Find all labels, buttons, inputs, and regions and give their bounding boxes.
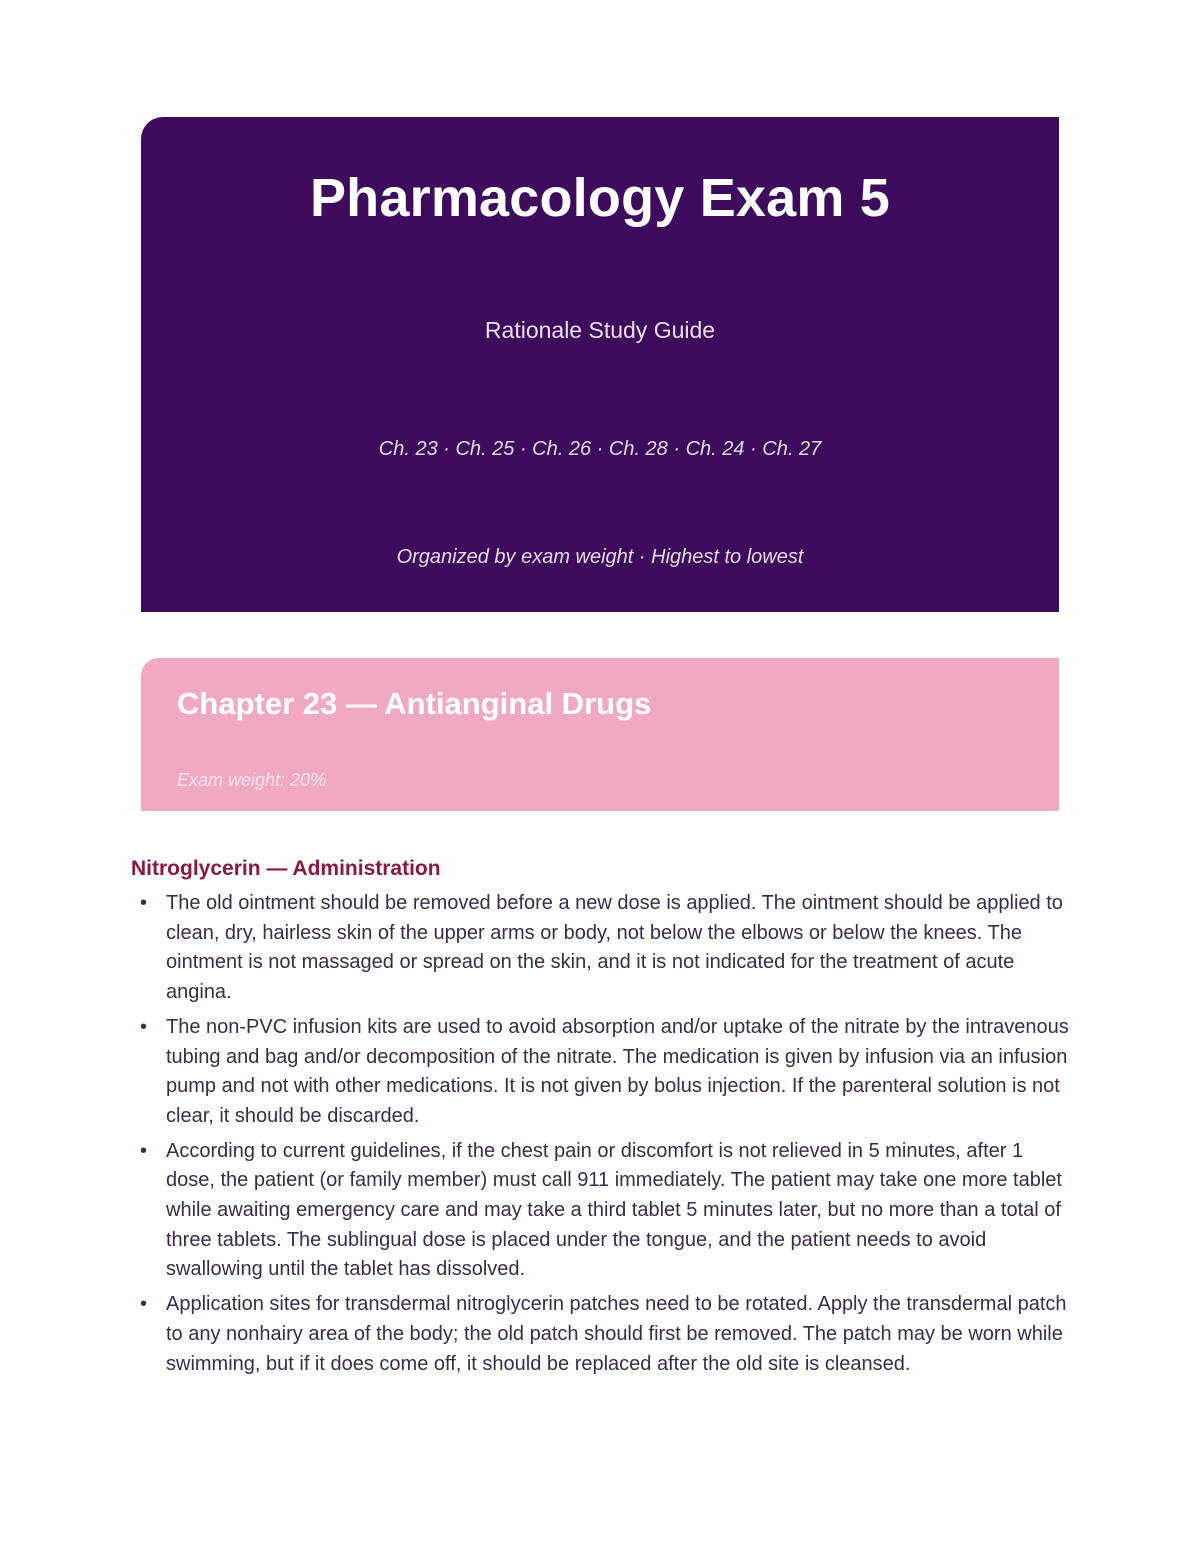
bullet-icon: • — [140, 1139, 148, 1162]
bullet-icon: • — [140, 1015, 148, 1038]
bullet-text: The old ointment should be removed before a new dose is applied. The ointment should be applied to clean, dry, hairless skin of the upper arms or body, not below the elbows or below the knees. The ointment is not massaged or spread on the skin, and it is not indicated for the treatment of acute angina. — [166, 892, 1063, 1004]
bullet-list — [131, 889, 1076, 1379]
section-heading: Nitroglycerin — Administration — [131, 857, 441, 880]
content-section — [131, 855, 1076, 1384]
document-subtitle: Rationale Study Guide — [484, 317, 716, 343]
chapter-banner — [141, 658, 1059, 811]
bullet-text: The non-PVC infusion kits are used to avoid absorption and/or uptake of the nitrate by the intravenous tubing and bag and/or decomposition of the nitrate. The medication is given by infusion via an infusion pump and not with other medications. It is not given by bolus injection. If the parenteral solution is not clear, it should be discarded. — [166, 1015, 1069, 1127]
bullet-text: According to current guidelines, if the chest pain or discomfort is not relieved in 5 minutes, after 1 dose, the patient (or family member) must call 911 immediately. The patient may take one more tablet while awaiting emergency care and may take a third tablet 5 minutes later, but no more than a total of three tablets. The sublingual dose is placed under the tongue, and the patient needs to avoid swallowing until the tablet has dissolved. — [166, 1139, 1062, 1281]
document-title: Pharmacology Exam 5 — [309, 168, 891, 228]
list-item — [131, 889, 1076, 1008]
cover-banner — [141, 117, 1059, 612]
bullet-icon: • — [140, 1293, 148, 1316]
list-item — [131, 1137, 1076, 1286]
organization-note: Organized by exam weight · Highest to lowest — [396, 546, 804, 568]
list-item — [131, 1290, 1076, 1379]
bullet-icon: • — [140, 892, 148, 914]
chapter-title: Chapter 23 — Antianginal Drugs — [177, 686, 652, 721]
exam-weight: Exam weight: 20% — [177, 770, 327, 790]
list-item — [131, 1013, 1076, 1132]
bullet-text: Application sites for transdermal nitroglycerin patches need to be rotated. Apply the transdermal patch to any nonhairy area of the body; the old patch should first be removed. The patch may be worn while swimming, but if it does come off, it should be replaced after the old site is cleansed. — [166, 1293, 1067, 1375]
chapter-list: Ch. 23 · Ch. 25 · Ch. 26 · Ch. 28 · Ch. 24 · Ch. 27 — [378, 438, 822, 460]
